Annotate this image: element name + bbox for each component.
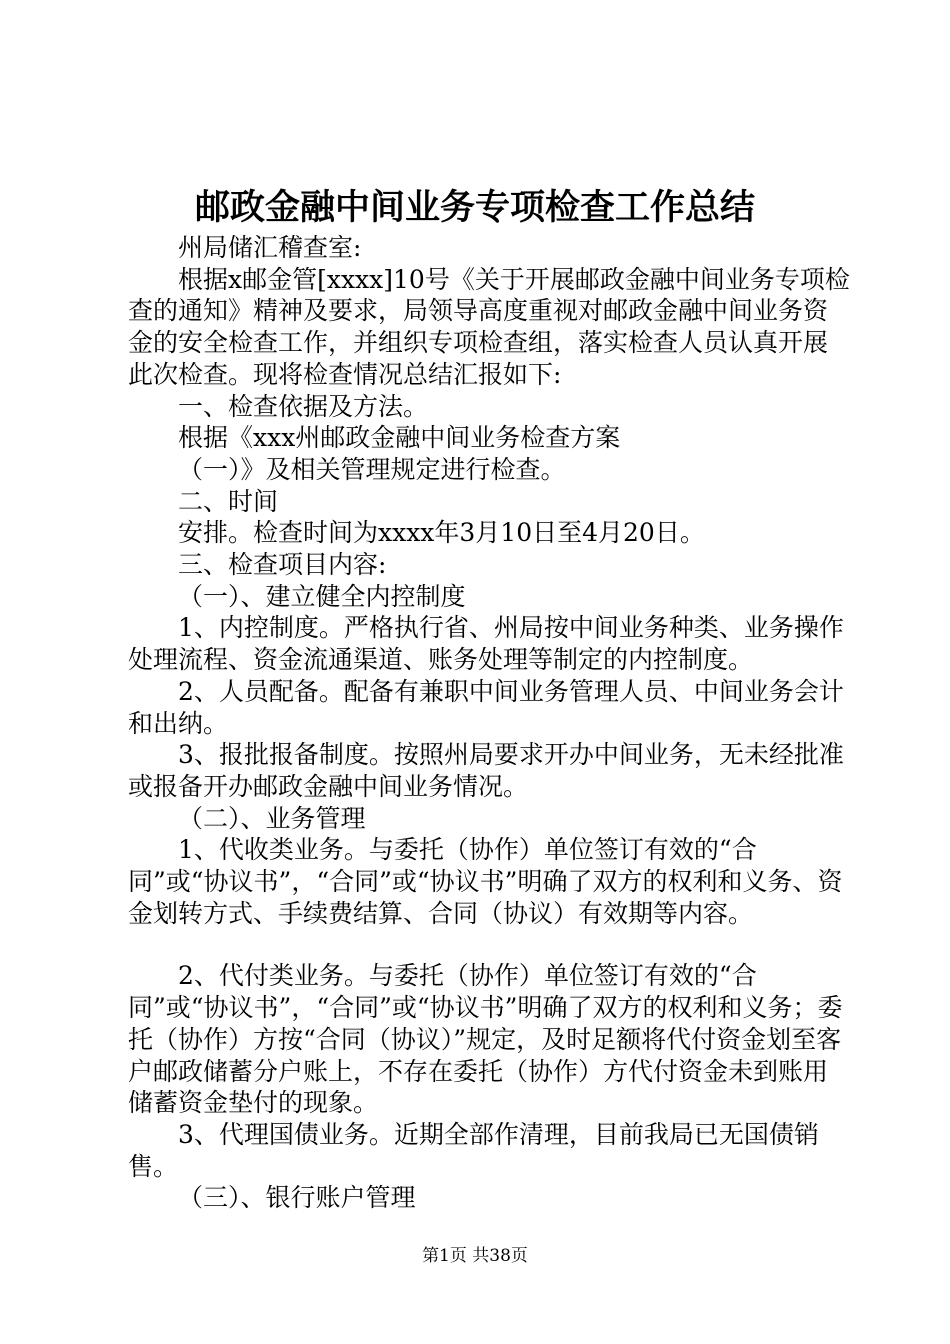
paragraph-approval: 3、报批报备制度。按照州局要求开办中间业务，无未经批准或报备开办邮政金融中间业务情况。 xyxy=(128,740,844,801)
subheading-internal-control: （一）、建立健全内控制度 xyxy=(178,581,466,611)
paragraph-collection: 1、代收类业务。与委托（协作）单位签订有效的“合同”或“协议书”，“合同”或“协议书”明确了双方的权利和义务、资金划转方式、手续费结算、合同（协议）有效期等内容。 xyxy=(128,835,843,928)
subheading-bank-accounts: （三）、银行账户管理 xyxy=(178,1183,416,1213)
paragraph-payment: 2、代付类业务。与委托（协作）单位签订有效的“合同”或“协议书”，“合同”或“协议书”明确了双方的权利和义务；委托（协作）方按“合同（协议）”规定，及时足额将代付资金划至客户邮政储蓄分户账上，不存在委托（协作）方代付资金未到账用储蓄资金垫付的现象。 xyxy=(128,961,843,1118)
paragraph-basis: 根据《xxx州邮政金融中间业务检查方案 xyxy=(178,423,621,453)
paragraph-bonds: 3、代理国债业务。近期全部作清理，目前我局已无国债销售。 xyxy=(128,1119,819,1181)
paragraph-spacer xyxy=(128,929,852,960)
paragraph-time: 安排。检查时间为xxxx年3月10日至4月20日。 xyxy=(178,518,705,548)
page-footer: 第1页 共38页 xyxy=(422,1246,528,1266)
paragraph-intro: 根据x邮金管[xxxx]10号《关于开展邮政金融中间业务专项检查的通知》精神及要求，局领导高度重视对邮政金融中间业务资金的安全检查工作，并组织专项检查组，落实检查人员认真开展此次检查。现将检查情况总结汇报如下: xyxy=(128,264,850,389)
heading-time: 二、时间 xyxy=(178,486,279,516)
heading-basis: 一、检查依据及方法。 xyxy=(178,391,429,421)
paragraph-internal-control: 1、内控制度。严格执行省、州局按中间业务种类、业务操作处理流程、资金流通渠道、账务处理等制定的内控制度。 xyxy=(128,613,844,675)
paragraph-staffing: 2、人员配备。配备有兼职中间业务管理人员、中间业务会计和出纳。 xyxy=(128,676,844,738)
subheading-business-management: （二）、业务管理 xyxy=(178,803,366,833)
paragraph-addressee: 州局储汇稽查室: xyxy=(178,233,362,262)
document-title: 邮政金融中间业务专项检查工作总结 xyxy=(194,187,755,228)
heading-items: 三、检查项目内容: xyxy=(178,550,387,580)
document-body xyxy=(128,232,852,1214)
paragraph-basis-cont: （一）》及相关管理规定进行检查。 xyxy=(178,454,566,484)
